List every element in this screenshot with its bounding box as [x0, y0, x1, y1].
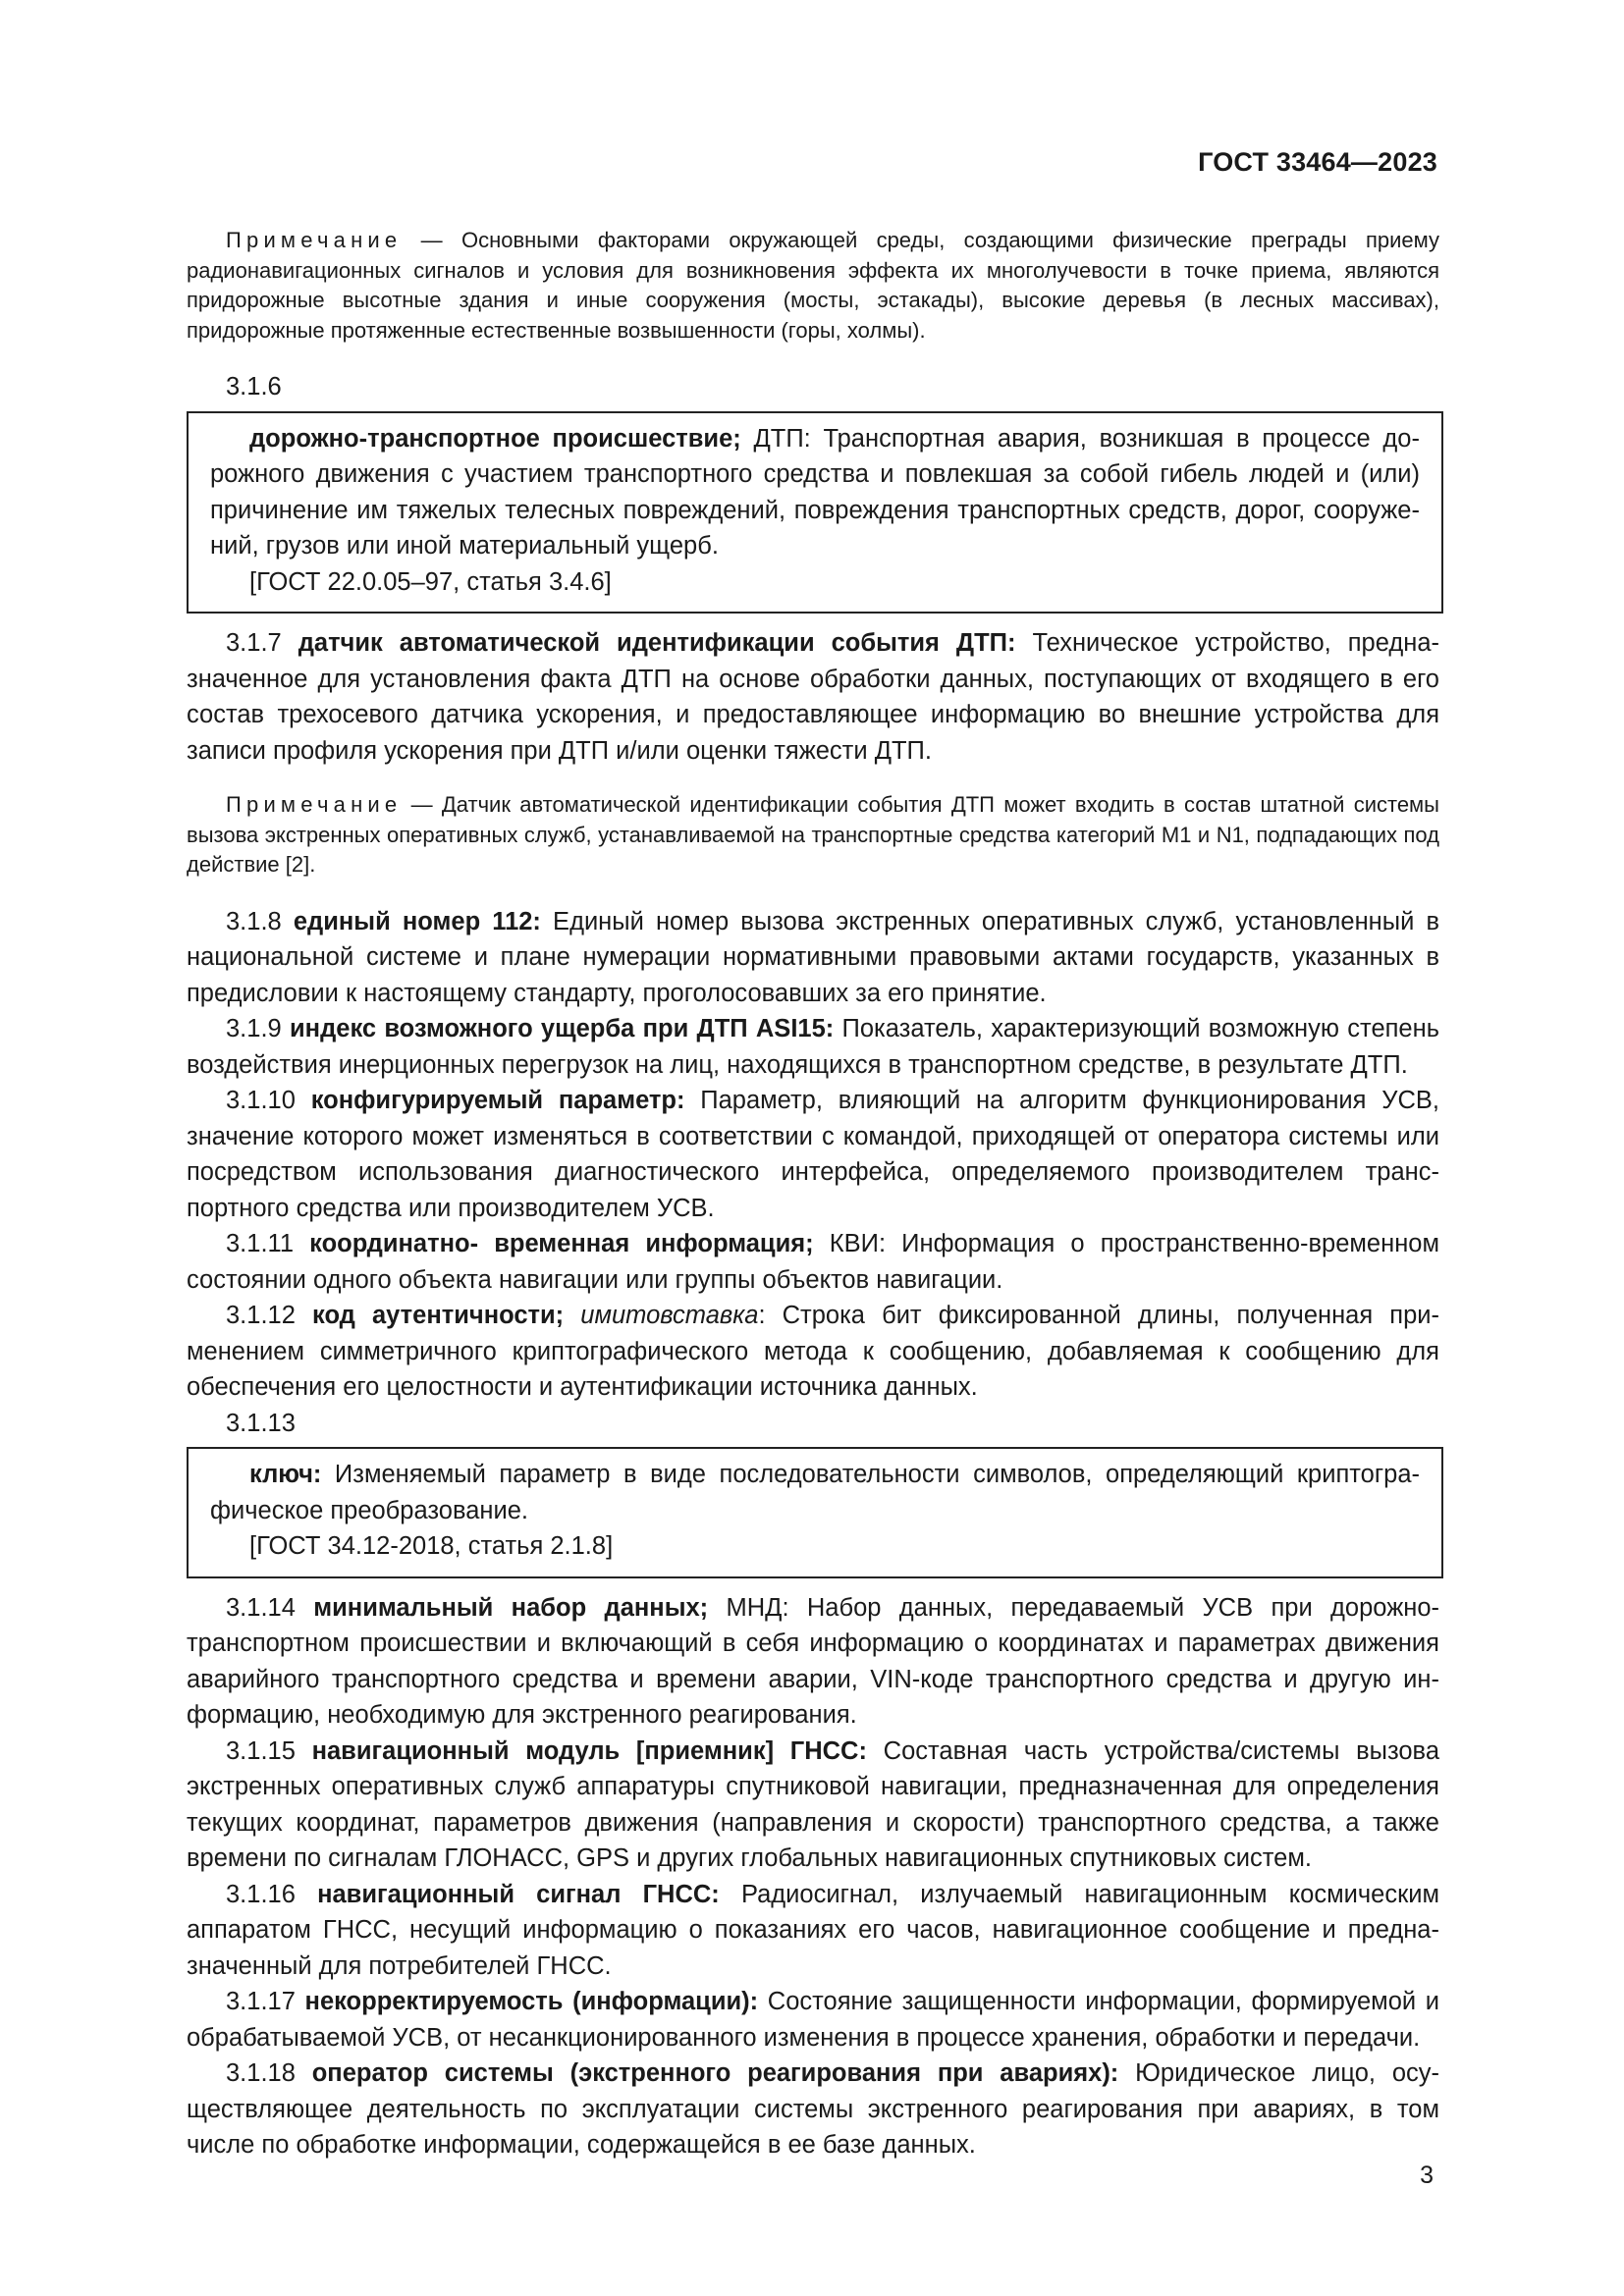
clause-3-1-12: 3.1.12 код аутентичности; имитовставка: Строка бит фиксированной длины, полученная применением симметричного криптографического метода к сообщению, добавляемая к сообщению для обеспечения его целостности и аутентификации источника данных.	[187, 1302, 1440, 1401]
term: датчик автоматической идентификации события ДТП:	[298, 629, 1016, 657]
clause-3-1-7: 3.1.7 датчик автоматической идентификации события ДТП: Техническое устройство, предназначенное для установления факта ДТП на основе обработки данных, поступающих от входящего в его состав трехосевого датчика ускорения, и предоставляющее информацию во внешние устройства для записи профиля ускорения при ДТП и/или оценки тяжести ДТП.	[187, 629, 1439, 765]
clause-3-1-11: 3.1.11 координатно- временная информация; КВИ: Информация о пространственно-временном состоянии одного объекта навигации или группы объектов навигации.	[187, 1230, 1439, 1294]
term: координатно- временная информация;	[309, 1230, 814, 1257]
alternative-term: имитовставка	[580, 1302, 759, 1329]
note-label: Примечание	[226, 228, 403, 252]
definition: КВИ: Информация о пространственно-временном состоянии одного объекта навигации или группы объектов навигации.	[187, 1230, 1439, 1294]
term: конфигурируемый параметр:	[310, 1087, 685, 1114]
clause-3-1-17: 3.1.17 некорректируемость (информации): Состояние защищенности информации, формируемой и обрабатываемой УСВ, от несанкционированного изменения в процессе хранения, обработки и передачи.	[187, 1988, 1440, 2052]
clause-3-1-14: 3.1.14 минимальный набор данных; МНД: Набор данных, передаваемый УСВ при дорожно-транспортном происшествии и включающий в себя информацию о координатах и параметрах движения аварийного транспортного средства и времени аварии, VIN-коде транспортного средства и другую информацию, необходимую для экстренного реагирования.	[187, 1593, 1440, 1729]
definition: Изменяемый параметр в виде последовательности символов, определяющий криптографическое преобразование.	[210, 1461, 1420, 1524]
note-text: — Основными факторами окружающей среды, создающими физические преграды приему радионавигационных сигналов и условия для возникновения эффекта их многолучевости в точке приема, являются придорожные высотные здания и иные сооружения (мосты, эстакады), высокие деревья (в лесных массивах), придорожные протяженные естественные возвышенности (горы, холмы).	[187, 228, 1439, 343]
clause-3-1-10: 3.1.10 конфигурируемый параметр: Параметр, влияющий на алгоритм функционирования УСВ, значение которого может изменяться в соответствии с командой, приходящей от оператора системы или посредством использования диагностического интерфейса, определяемого производителем транспортного средства или производителем УСВ.	[187, 1087, 1439, 1222]
definition: Составная часть устройства/системы вызова экстренных оперативных служб аппаратуры спутниковой навигации, предназначенная для определения текущих координат, параметров движения (направления и скорости) транспортного средства, а также времени по сигналам ГЛОНАСС, GPS и других глобальных навигационных спутниковых систем.	[187, 1736, 1440, 1872]
clause-3-1-13-number: 3.1.13	[226, 1409, 296, 1437]
definition: Радиосигнал, излучаемый навигационным космическим аппаратом ГНСС, несущий информацию о показаниях его часов, навигационное сообщение и предназначенный для потребителей ГНСС.	[187, 1880, 1440, 1980]
source-reference: [ГОСТ 22.0.05–97, статья 3.4.6]	[249, 567, 612, 596]
note-text: — Датчик автоматической идентификации события ДТП может входить в состав штатной системы вызова экстренных оперативных служб, устанавливаемой на транспортные средства категорий М1 и N1, подпадающих под действие [2].	[187, 792, 1439, 877]
term: оператор системы (экстренного реагирования при авариях):	[311, 2059, 1119, 2087]
clause-3-1-6-number: 3.1.6	[226, 373, 282, 400]
definition: Состояние защищенности информации, формируемой и обрабатываемой УСВ, от несанкционированного изменения в процессе хранения, обработки и передачи.	[187, 1988, 1440, 2052]
term: индекс возможного ущерба при ДТП ASI15:	[290, 1015, 835, 1042]
term: минимальный набор данных;	[313, 1593, 709, 1622]
clause-3-1-18: 3.1.18 оператор системы (экстренного реагирования при авариях): Юридическое лицо, осуществляющее деятельность по эксплуатации системы экстренного реагирования при авариях, в том числе по обработке информации, содержащейся в ее базе данных.	[187, 2059, 1440, 2159]
term: навигационный сигнал ГНСС:	[317, 1880, 720, 1908]
document-header: ГОСТ 33464—2023	[1198, 147, 1437, 177]
note-1	[187, 226, 1439, 346]
definition: Техническое устройство, предназначенное для установления факта ДТП на основе обработки данных, поступающих от входящего в его состав трехосевого датчика ускорения, и предоставляющее информацию во внешние устройства для записи профиля ускорения при ДТП и/или оценки тяжести ДТП.	[187, 629, 1439, 765]
definition: ДТП: Транспортная авария, возникшая в процессе дорожного движения с участием транспортного средства и повлекшая за собой гибель людей и (или) причинение им тяжелых телесных повреждений, повреждения транспортных средств, дорог, сооружений, грузов или иной материальный ущерб.	[210, 424, 1420, 560]
source-reference: [ГОСТ 34.12-2018, статья 2.1.8]	[249, 1532, 614, 1560]
term: некорректируемость (информации):	[304, 1988, 759, 2015]
clause-3-1-16: 3.1.16 навигационный сигнал ГНСС: Радиосигнал, излучаемый навигационным космическим аппаратом ГНСС, несущий информацию о показаниях его часов, навигационное сообщение и предназначенный для потребителей ГНСС.	[187, 1880, 1440, 1980]
term: единый номер 112:	[293, 907, 541, 935]
document-body	[187, 226, 1439, 2163]
term: навигационный модуль [приемник] ГНСС:	[311, 1736, 867, 1765]
clause-3-1-8: 3.1.8 единый номер 112: Единый номер вызова экстренных оперативных служб, установленный в национальной системе и плане нумерации нормативными правовыми актами государств, указанных в предисловии к настоящему стандарту, проголосовавших за его принятие.	[187, 907, 1439, 1007]
note-label: Примечание	[226, 792, 403, 817]
definition-box-3-1-13	[187, 1447, 1443, 1578]
clause-3-1-9: 3.1.9 индекс возможного ущерба при ДТП ASI15: Показатель, характеризующий возможную степень воздействия инерционных перегрузок на лиц, находящихся в транспортном средстве, в результате ДТП.	[187, 1015, 1439, 1079]
term: дорожно-транспортное происшествие;	[249, 424, 741, 453]
definition: Параметр, влияющий на алгоритм функционирования УСВ, значение которого может изменяться в соответствии с командой, приходящей от оператора системы или посредством использования диагностического интерфейса, определяемого производителем транспортного средства или производителем УСВ.	[187, 1087, 1439, 1222]
definition: : Строка бит фиксированной длины, полученная применением симметричного криптографического метода к сообщению, добавляемая к сообщению для обеспечения его целостности и аутентификации источника данных.	[187, 1302, 1440, 1401]
note-2	[187, 790, 1439, 881]
definition-box-3-1-6	[187, 411, 1443, 614]
definition: Юридическое лицо, осуществляющее деятельность по эксплуатации системы экстренного реагирования при авариях, в том числе по обработке информации, содержащейся в ее базе данных.	[187, 2059, 1440, 2159]
definition: Единый номер вызова экстренных оперативных служб, установленный в национальной системе и плане нумерации нормативными правовыми актами государств, указанных в предисловии к настоящему стандарту, проголосовавших за его принятие.	[187, 907, 1439, 1007]
term: код аутентичности;	[312, 1302, 565, 1329]
page-number: 3	[1420, 2162, 1434, 2189]
definition: Показатель, характеризующий возможную степень воздействия инерционных перегрузок на лиц, находящихся в транспортном средстве, в результате ДТП.	[187, 1015, 1439, 1079]
term: ключ:	[249, 1461, 322, 1488]
clause-3-1-15: 3.1.15 навигационный модуль [приемник] ГНСС: Составная часть устройства/системы вызова экстренных оперативных служб аппаратуры спутниковой навигации, предназначенная для определения текущих координат, параметров движения (направления и скорости) транспортного средства, а также времени по сигналам ГЛОНАСС, GPS и других глобальных навигационных спутниковых систем.	[187, 1736, 1440, 1872]
definition: МНД: Набор данных, передаваемый УСВ при дорожно-транспортном происшествии и включающий в себя информацию о координатах и параметрах движения аварийного транспортного средства и времени аварии, VIN-коде транспортного средства и другую информацию, необходимую для экстренного реагирования.	[187, 1593, 1440, 1729]
